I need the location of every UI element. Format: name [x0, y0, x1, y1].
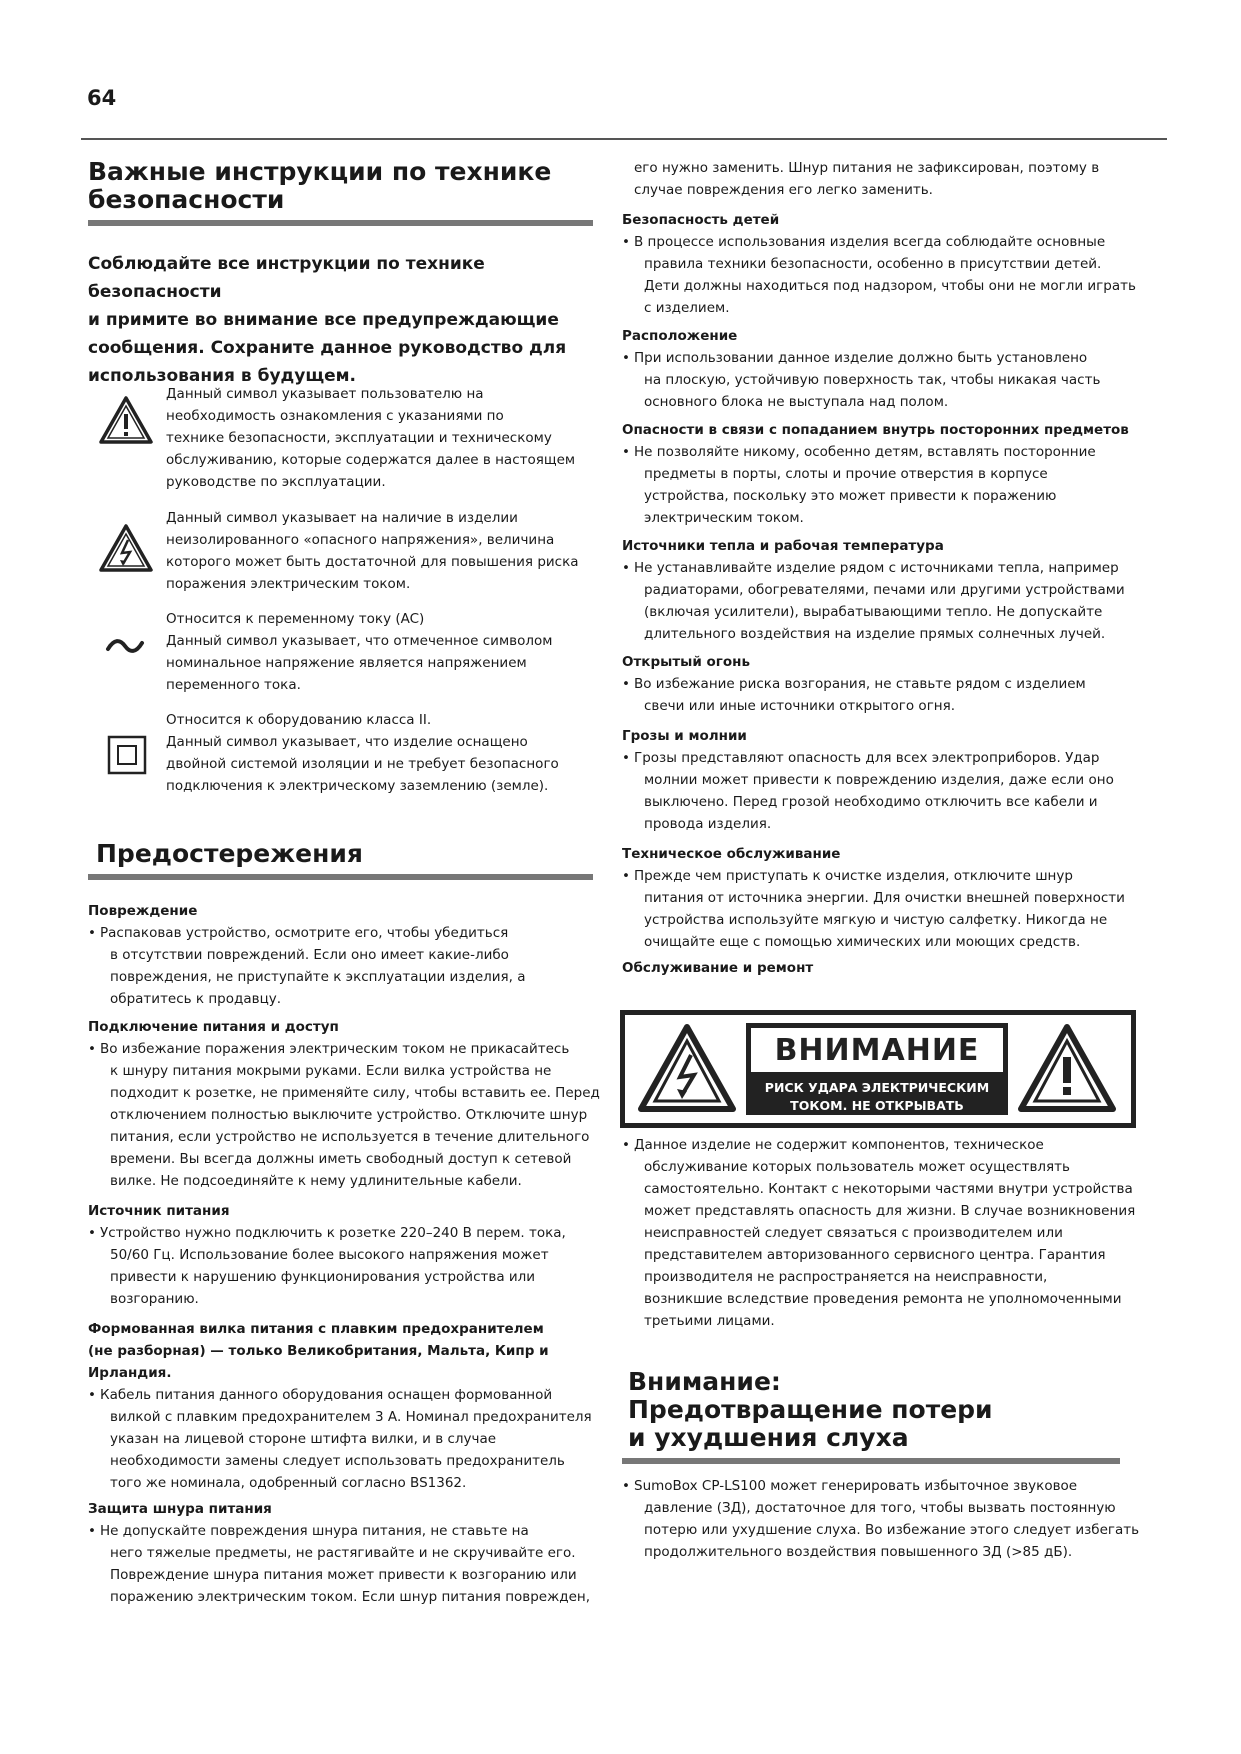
text-line: подключения к электрическому заземлению (земле). [166, 778, 549, 794]
text-line: в отсутствии повреждений. Если оно имеет какие-либо [110, 947, 509, 963]
page-number: 64 [87, 86, 117, 110]
title-underline [88, 220, 593, 226]
list-item [88, 1222, 608, 1310]
left-column [88, 158, 593, 226]
alternating-current-icon [105, 636, 145, 656]
list-item [622, 673, 1142, 717]
section-heading: Повреждение [88, 903, 198, 919]
list-item [88, 1520, 608, 1608]
section-heading: Опасности в связи с попаданием внутрь посторонних предметов [622, 422, 1129, 438]
text-line: длительного воздействия на изделие прямых солнечных лучей. [644, 626, 1106, 642]
intro [88, 250, 608, 390]
text-line: вилке. Не подсоединяйте к нему удлинительные кабели. [110, 1173, 522, 1189]
section-heading: Обслуживание и ремонт [622, 960, 814, 976]
list-item [622, 347, 1142, 413]
section-child-safety [622, 209, 1142, 319]
text-line: свечи или иные источники открытого огня. [644, 698, 956, 714]
title-underline [88, 874, 593, 880]
text-line: Повреждение шнура питания может привести к возгоранию или [110, 1567, 577, 1583]
service-text [622, 1134, 1142, 1332]
list-item [622, 1475, 1142, 1563]
section-placement [622, 325, 1142, 413]
text-line: давление (ЗД), достаточное для того, чтобы вызвать постоянную [644, 1500, 1116, 1516]
text-line: • SumoBox CP-LS100 может генерировать избыточное звуковое [634, 1478, 1078, 1494]
list-item [622, 441, 1142, 529]
text-line: его нужно заменить. Шнур питания не зафиксирован, поэтому в [634, 160, 1100, 176]
text-line: обслуживанию, которые содержатся далее в настоящем [166, 452, 576, 468]
hearing-text [622, 1475, 1142, 1563]
text-line: с изделием. [644, 300, 730, 316]
hearing-title-line: Предотвращение потери [628, 1395, 993, 1424]
continued-text [622, 157, 1142, 201]
text-line: электрическим током. [644, 510, 804, 526]
section-molded-plug [88, 1318, 608, 1494]
list-item [622, 231, 1142, 319]
text-line: (включая усилители), вырабатывающими тепло. Не допускайте [644, 604, 1103, 620]
text-line: Данный символ указывает, что отмеченное символом [166, 633, 553, 649]
section-lightning [622, 725, 1142, 835]
text-line: правила техники безопасности, особенно в присутствии детей. [644, 256, 1102, 272]
text-line: двойной системой изоляции и не требует безопасного [166, 756, 559, 772]
intro-line: Соблюдайте все инструкции по технике безопасности [88, 254, 485, 302]
text-line: времени. Вы всегда должны иметь свободный доступ к сетевой [110, 1151, 572, 1167]
text-line: повреждения, не приступайте к эксплуатации изделия, а [110, 969, 526, 985]
list-item [88, 922, 608, 1010]
text-line: к шнуру питания мокрыми руками. Если вилка устройства не [110, 1063, 552, 1079]
text-line: необходимости замены следует использовать предохранитель [110, 1453, 565, 1469]
text-line: возникшие вследствие проведения ремонта не уполномоченными [644, 1291, 1122, 1307]
text-line: номинальное напряжение является напряжением [166, 655, 527, 671]
text-line: • Кабель питания данного оборудования оснащен формованной [100, 1387, 553, 1403]
text-line: Данный символ указывает на наличие в изделии [166, 510, 518, 526]
text-line: поражению электрическим током. Если шнур питания поврежден, [110, 1589, 591, 1605]
list-item [88, 1038, 608, 1192]
warning-text-panel [746, 1023, 1008, 1115]
warning-title: ВНИМАНИЕ [751, 1028, 1003, 1072]
warning-exclamation-icon [98, 395, 154, 445]
class-ii-double-square-icon [107, 735, 147, 775]
text-line: производителя не распространяется на неисправности, [644, 1269, 1048, 1285]
text-line: поражения электрическим током. [166, 576, 411, 592]
right-column [622, 157, 1142, 979]
section-heading: Ирландия. [88, 1365, 172, 1381]
text-line: потерю или ухудшение слуха. Во избежание этого следует избегать [644, 1522, 1140, 1538]
text-line: очищайте еще с помощью химических или моющих средств. [644, 934, 1081, 950]
intro-line: использования в будущем. [88, 366, 357, 386]
precautions-title: Предостережения [96, 839, 363, 868]
intro-line: сообщения. Сохраните данное руководство для [88, 338, 567, 358]
section-heading: Открытый огонь [622, 654, 750, 670]
section-open-flame [622, 651, 1142, 717]
warning-subtitle [746, 1079, 1008, 1115]
text-line: • Прежде чем приступать к очистке изделия, отключите шнур [634, 868, 1073, 884]
text-line: Дети должны находиться под надзором, чтобы они не могли играть [644, 278, 1136, 294]
text-line: неизолированного «опасного напряжения», величина [166, 532, 555, 548]
text-line: • Грозы представляют опасность для всех электроприборов. Удар [634, 750, 1100, 766]
list-item [622, 747, 1142, 835]
safety-title [88, 158, 593, 226]
section-service [622, 957, 1142, 979]
section-heading: Безопасность детей [622, 212, 780, 228]
high-voltage-icon [637, 1023, 737, 1113]
section-heat [622, 535, 1142, 645]
section-heading: Техническое обслуживание [622, 846, 841, 862]
section-heading: Подключение питания и доступ [88, 1019, 339, 1035]
safety-title-line1: Важные инструкции по технике [88, 157, 552, 186]
text-line: Данный символ указывает пользователю на [166, 386, 484, 402]
text-line: Относится к оборудованию класса II. [166, 712, 432, 728]
text-line: на плоскую, устойчивую поверхность так, чтобы никакая часть [644, 372, 1101, 388]
precautions [88, 840, 608, 1608]
section-heading: Источники тепла и рабочая температура [622, 538, 944, 554]
text-line: представителем авторизованного сервисного центра. Гарантия [644, 1247, 1106, 1263]
text-line: провода изделия. [644, 816, 772, 832]
text-line: • Во избежание риска возгорания, не ставьте рядом с изделием [634, 676, 1086, 692]
section-maintenance [622, 843, 1142, 953]
text-line: отключением полностью выключите устройство. Отключите шнур [110, 1107, 588, 1123]
text-line: возгоранию. [110, 1291, 199, 1307]
text-line: 50/60 Гц. Использование более высокого напряжения может [110, 1247, 549, 1263]
text-line: руководстве по эксплуатации. [166, 474, 386, 490]
text-line: • Данное изделие не содержит компонентов, техническое [634, 1137, 1044, 1153]
warning-exclamation-icon [1017, 1023, 1117, 1113]
text-line: третьими лицами. [644, 1313, 775, 1329]
text-line: него тяжелые предметы, не растягивайте и не скручивайте его. [110, 1545, 576, 1561]
text-line: • Не допускайте повреждения шнура питания, не ставьте на [100, 1523, 529, 1539]
text-line: указан на лицевой стороне штифта вилки, и в случае [110, 1431, 497, 1447]
text-line: • При использовании данное изделие должно быть установлено [634, 350, 1088, 366]
text-line: • Не позволяйте никому, особенно детям, вставлять посторонние [634, 444, 1096, 460]
symbol-description [166, 608, 606, 696]
hearing-section [628, 1368, 1128, 1464]
text-line: того же номинала, одобренный согласно BS1362. [110, 1475, 467, 1491]
text-line: неисправностей следует связаться с производителем или [644, 1225, 1063, 1241]
warning-line: РИСК УДАРА ЭЛЕКТРИЧЕСКИМ [764, 1080, 990, 1095]
text-line: предметы в порты, слоты и прочие отверстия в корпусе [644, 466, 1048, 482]
text-line: технике безопасности, эксплуатации и техническому [166, 430, 552, 446]
text-line: устройства используйте мягкую и чистую салфетку. Никогда не [644, 912, 1108, 928]
list-item [622, 865, 1142, 953]
list-item [622, 557, 1142, 645]
section-heading: Грозы и молнии [622, 728, 747, 744]
symbol-list [88, 383, 608, 803]
section-heading: (не разборная) — только Великобритания, Мальта, Кипр и [88, 1343, 549, 1359]
text-line: обратитесь к продавцу. [110, 991, 282, 1007]
text-line: • В процессе использования изделия всегда соблюдайте основные [634, 234, 1106, 250]
hearing-title-line: Внимание: [628, 1367, 781, 1396]
text-line: случае повреждения его легко заменить. [634, 182, 933, 198]
text-line: питания от источника энергии. Для очистки внешней поверхности [644, 890, 1125, 906]
section-power-source [88, 1200, 608, 1310]
text-line: которого может быть достаточной для повышения риска [166, 554, 579, 570]
shock-warning-label [620, 1010, 1136, 1128]
text-line: переменного тока. [166, 677, 301, 693]
hearing-title-line: и ухудшения слуха [628, 1423, 909, 1452]
text-line: продолжительного воздействия повышенного ЗД (>85 дБ). [644, 1544, 1073, 1560]
title-underline [622, 1458, 1120, 1464]
text-line: вилкой с плавким предохранителем 3 А. Номинал предохранителя [110, 1409, 592, 1425]
text-line: питания, если устройство не используется в течение длительного [110, 1129, 590, 1145]
list-item [88, 1384, 608, 1494]
text-line: молнии может привести к повреждению изделия, даже если оно [644, 772, 1114, 788]
section-heading: Формованная вилка питания с плавким предохранителем [88, 1321, 544, 1337]
text-line: может представлять опасность для жизни. В случае возникновения [644, 1203, 1136, 1219]
text-line: • Распаковав устройство, осмотрите его, чтобы убедиться [100, 925, 509, 941]
text-line: привести к нарушению функционирования устройства или [110, 1269, 536, 1285]
section-cord-protection [88, 1498, 608, 1608]
section-foreign-objects [622, 419, 1142, 529]
warning-line: ТОКОМ. НЕ ОТКРЫВАТЬ [790, 1098, 964, 1113]
section-heading: Расположение [622, 328, 738, 344]
text-line: Данный символ указывает, что изделие оснащено [166, 734, 528, 750]
high-voltage-icon [98, 523, 154, 573]
text-line: • Не устанавливайте изделие рядом с источниками тепла, например [634, 560, 1119, 576]
text-line: необходимость ознакомления с указаниями по [166, 408, 504, 424]
text-line: самостоятельно. Контакт с некоторыми частями внутри устройства [644, 1181, 1133, 1197]
section-damage [88, 900, 608, 1010]
text-line: • Во избежание поражения электрическим током не прикасайтесь [100, 1041, 570, 1057]
text-line: подходит к розетке, не применяйте силу, чтобы вставить ее. Перед [110, 1085, 600, 1101]
list-item [622, 1134, 1142, 1332]
section-heading: Источник питания [88, 1203, 230, 1219]
text-line: Относится к переменному току (AC) [166, 611, 425, 627]
section-power-access [88, 1016, 608, 1192]
text-line: обслуживание которых пользователь может осуществлять [644, 1159, 1070, 1175]
symbol-description [166, 383, 606, 493]
text-line: основного блока не выступала над полом. [644, 394, 949, 410]
symbol-description [166, 709, 606, 797]
symbol-description [166, 507, 606, 595]
header-rule [81, 138, 1167, 140]
text-line: выключено. Перед грозой необходимо отключить все кабели и [644, 794, 1098, 810]
text-line: • Устройство нужно подключить к розетке 220–240 В перем. тока, [100, 1225, 566, 1241]
text-line: устройства, поскольку это может привести к поражению [644, 488, 1057, 504]
intro-line: и примите во внимание все предупреждающие [88, 310, 559, 330]
safety-title-line2: безопасности [88, 185, 285, 214]
section-heading: Защита шнура питания [88, 1501, 272, 1517]
text-line: радиаторами, обогревателями, печами или другими устройствами [644, 582, 1125, 598]
